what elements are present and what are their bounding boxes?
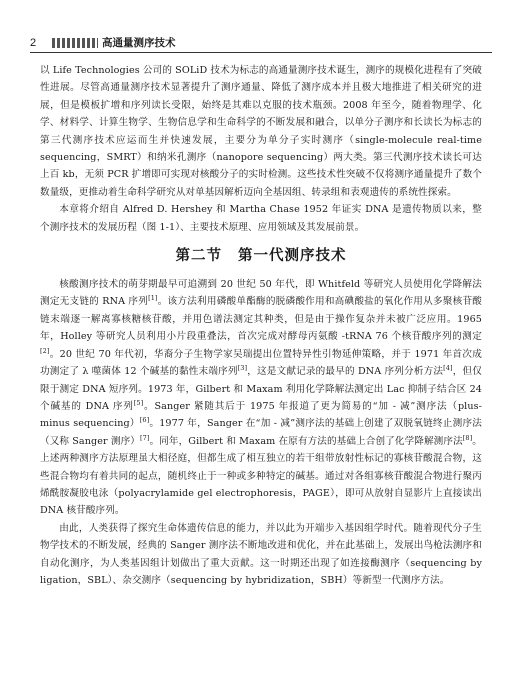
paragraph-chapter-overview: 本章将介绍自 Alfred D. Hershey 和 Martha Chase 1952 年证实 DNA 是遗传物质以来，整个测序技术的发展历程（图 1-1）、主要技术原理、应用领域及其发展前景。 — [40, 204, 482, 233]
paragraph-genomics-era: 由此，人类获得了探究生命体遗传信息的能力，并以此为开端步入基因组学时代。随着现代分子生物学技术的不断发展，经典的 Sanger 测序法不断地改进和优化，并在此基础上，发展出鸟枪法测序和自动化测序，为人类基因组计划做出了重大贡献。这一时期还出现了如连接酶测序（sequencing by ligation，SBL）、杂交测序（sequencing by hybridization，SBH）等新型一代测序方法。 — [40, 522, 482, 586]
running-title: 高通量测序技术 — [102, 37, 176, 49]
section-heading — [40, 246, 482, 266]
page-body — [40, 62, 482, 589]
paragraph-sequencing-history: 核酸测序技术的萌芽期最早可追溯到 20 世纪 50 年代，即 Whitfeld 等研究人员使用化学降解法测定无支链的 RNA 序列[1]。该方法利用磷酸单酯酶的脱磷酸作用和高碘酸盐的氧化作用从多聚核苷酸链末端逐一解离寡核糖核苷酸，并用色谱法测定其种类，但是由于操作复杂并未被广泛应用。1965 年，Holley 等研究人员利用小片段重叠法，首次完成对酵母丙氨酸 -tRNA 76 个核苷酸序列的测定[2]。20 世纪 70 年代初，华裔分子生物学家吴瑞提出位置特异性引物延伸策略，并于 1971 年首次成功测定了 λ 噬菌体 12 个碱基的黏性末端序列[3]，这是文献记录的最早的 DNA 序列分析方法[4]，但仅限于测定 DNA 短序列。1973 年，Gilbert 和 Maxam 利用化学降解法测定出 Lac 抑制子结合区 24 个碱基的 DNA 序列[5]。Sanger 紧随其后于 1975 年报道了更为简易的“加 - 减”测序法（plus-minus sequencing）[6]。1977 年，Sanger 在“加 - 减”测序法的基础上创建了双脱氧链终止测序法（又称 Sanger 测序）[7]。同年，Gilbert 和 Maxam 在原有方法的基础上合创了化学降解测序法[8]。上述两种测序方法原理虽大相径庭，但都生成了相互独立的若干组带放射性标记的寡核苷酸混合物，这些混合物均有着共同的起点，随机终止于一种或多种特定的碱基。通过对各组寡核苷酸混合物进行聚丙烯酰胺凝胶电泳（polyacrylamide gel electrophoresis，PAGE），即可从放射自显影片上直接读出 DNA 核苷酸序列。 — [40, 279, 482, 517]
citation-marker: [7] — [139, 433, 150, 442]
page-number: 2 — [30, 37, 37, 49]
citation-marker: [8] — [462, 433, 473, 442]
header-stripe-decoration — [52, 38, 98, 48]
citation-marker: [6] — [139, 416, 150, 425]
citation-marker: [2] — [40, 346, 50, 355]
citation-marker: [4] — [443, 363, 453, 372]
citation-marker: [5] — [133, 398, 144, 407]
section-title: 第一代测序技术 — [238, 248, 347, 265]
section-number: 第二节 — [175, 248, 222, 265]
paragraph-intro-continued: 以 Life Technologies 公司的 SOLiD 技术为标志的高通量测序技术诞生，测序的规模化进程有了突破性进展。尽管高通量测序技术显著提升了测序通量、降低了测序成本并且极大地推进了相关研究的进展，但是模板扩增和序列读长受限，始终是其难以克服的技术瓶颈。2008 年至今，随着物理学、化学、材料学、计算生物学、生物信息学和生命科学的不断发展和融合，以单分子测序和长读长为标志的第三代测序技术应运而生并快速发展，主要分为单分子实时测序（single-molecule real-time sequencing，SMRT）和纳米孔测序（nanopore sequencing）两大类。第三代测序技术读长可达上百 kb，无须 PCR 扩增即可实现对核酸分子的实时检测。这些技术性突破不仅将测序通量提升了数个数量级，更推动着生命科学研究从对单基因解析迈向全基因组、转录组和表观遗传的系统性探索。 — [40, 65, 482, 198]
citation-marker: [3] — [237, 363, 248, 372]
citation-marker: [1] — [148, 294, 158, 303]
header-rule — [30, 52, 492, 53]
page-header — [30, 36, 492, 50]
